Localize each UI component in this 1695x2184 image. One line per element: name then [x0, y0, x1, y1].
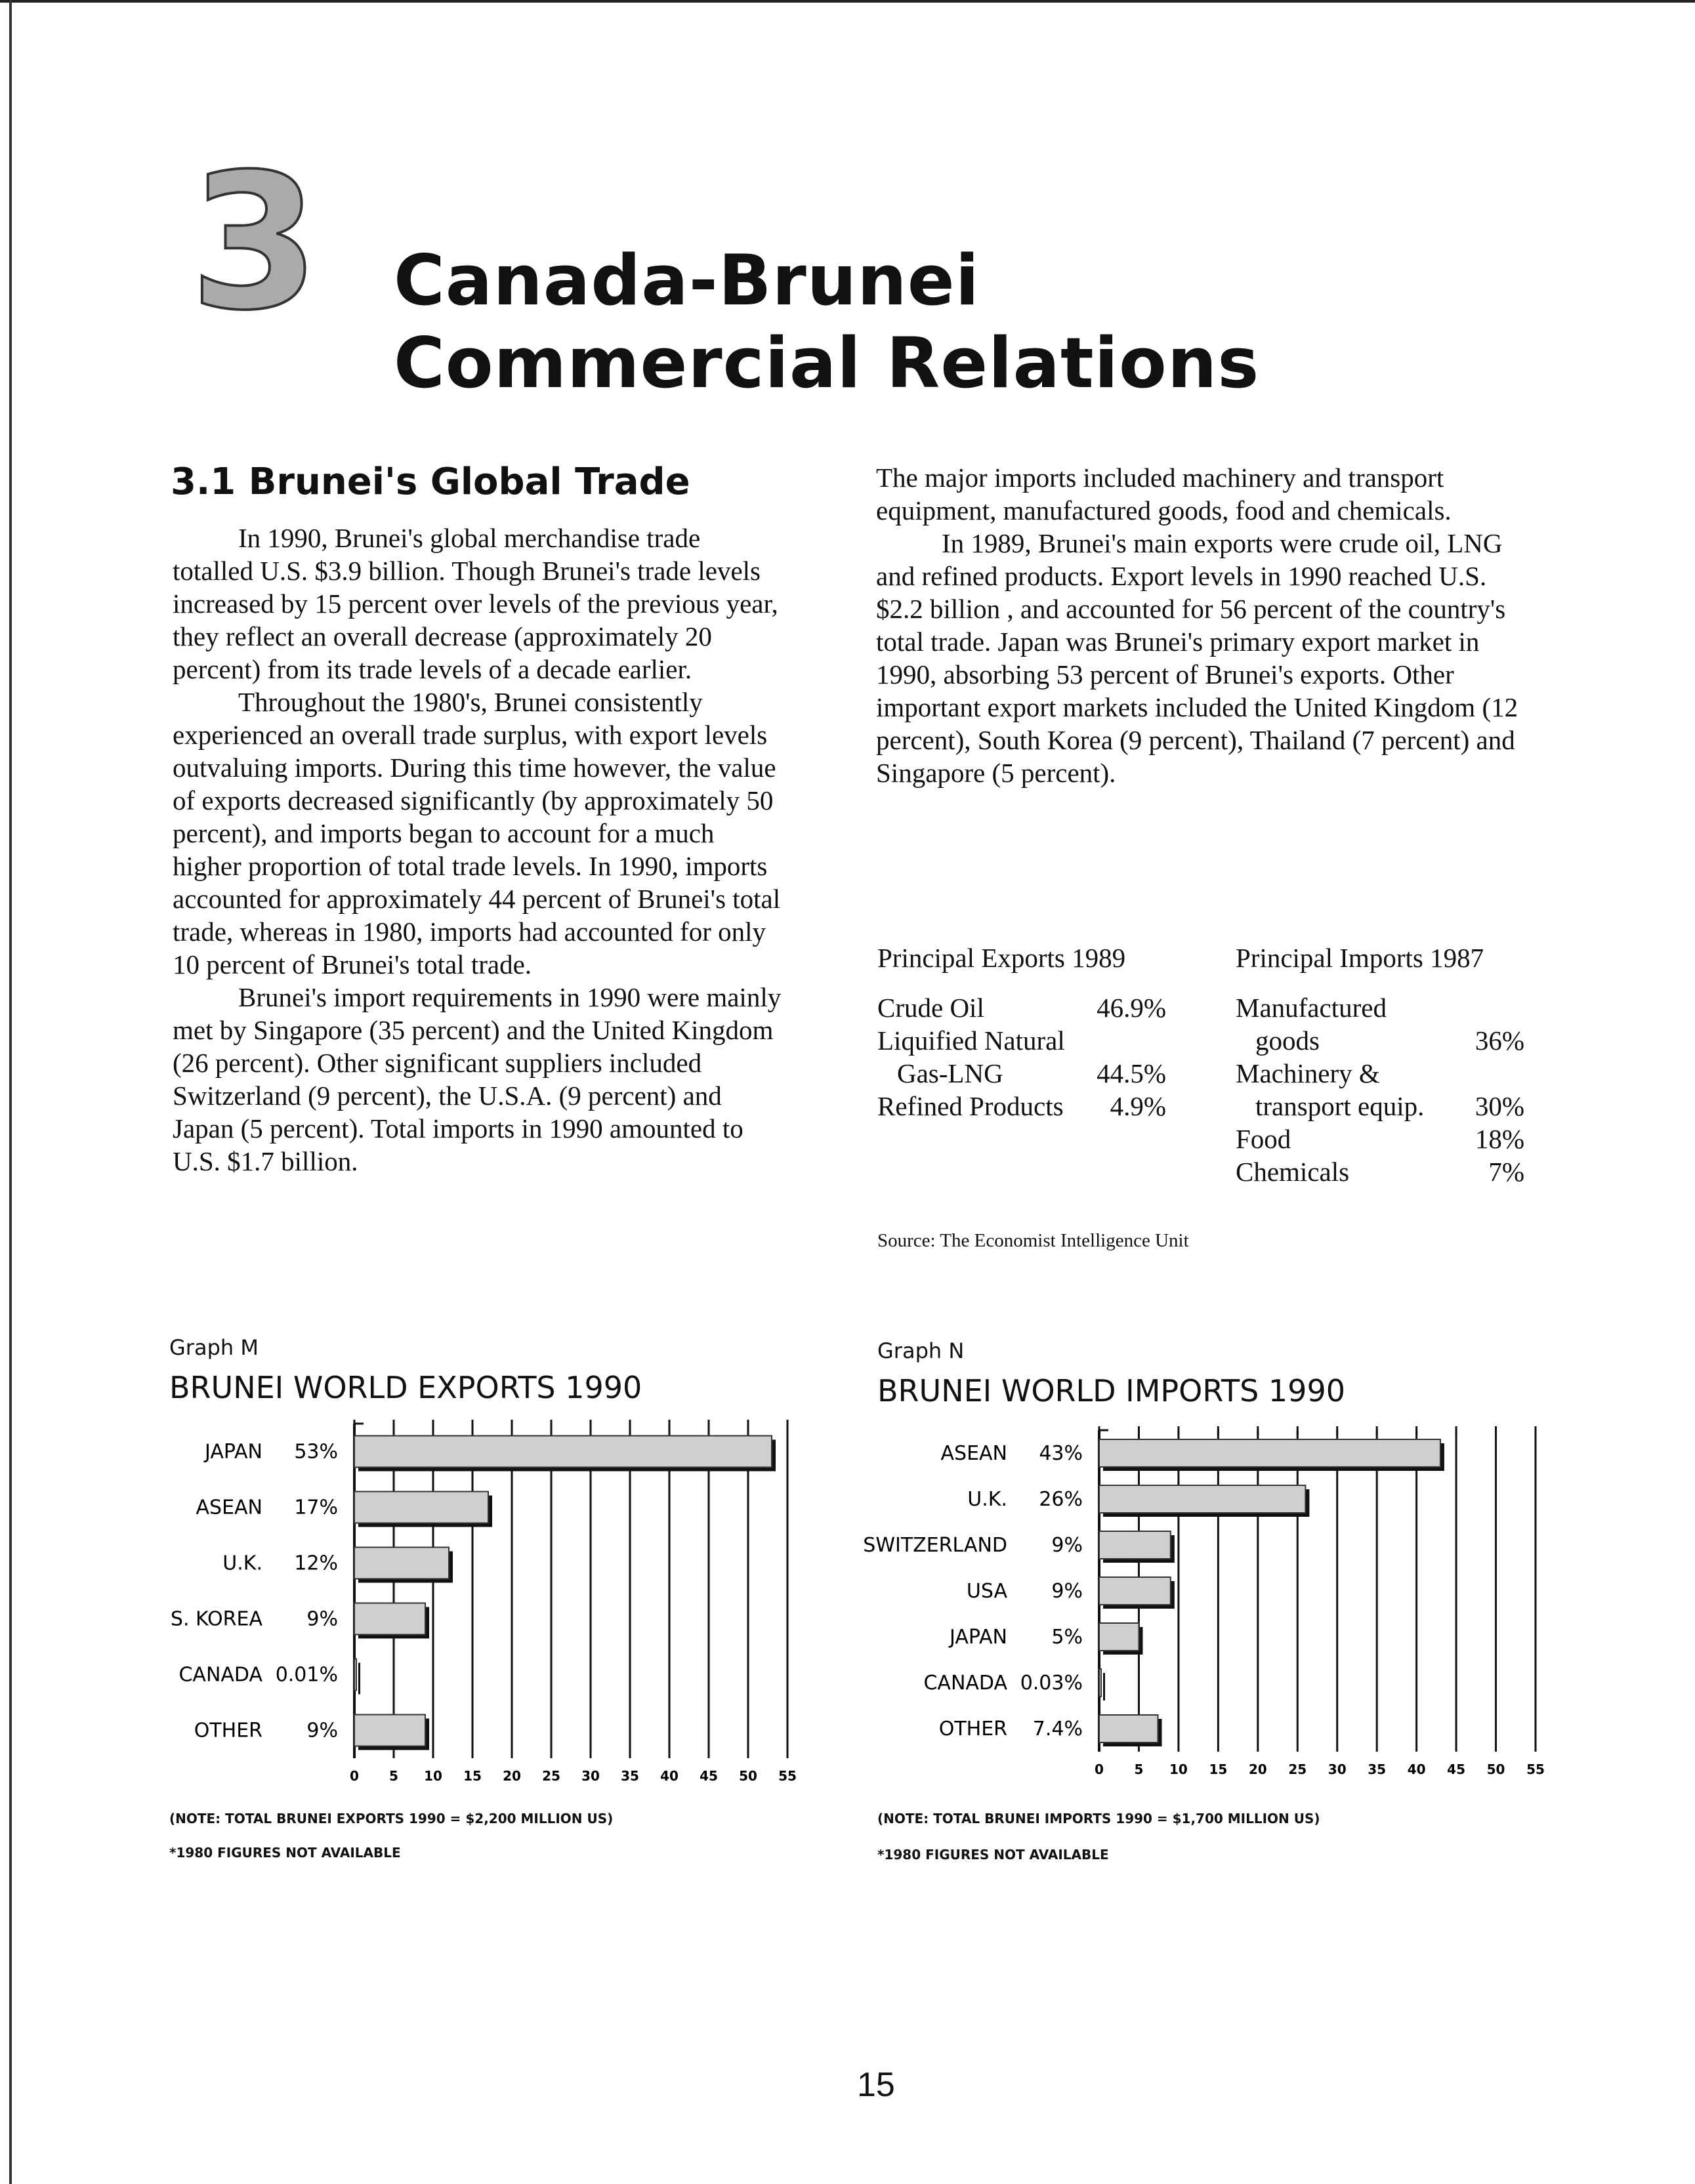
section-title: 3.1 Brunei's Global Trade — [171, 461, 690, 503]
top-rule — [0, 0, 1695, 3]
bar-shadow — [1103, 1673, 1105, 1700]
table-row-label: transport equip. — [1255, 1091, 1425, 1121]
graph-n-caption: Graph N — [877, 1338, 965, 1363]
x-tick-label: 25 — [1288, 1762, 1307, 1777]
bar — [1099, 1669, 1101, 1697]
category-label: ASEAN — [196, 1496, 262, 1519]
graph-n-footnote: *1980 FIGURES NOT AVAILABLE — [877, 1847, 1109, 1863]
imports-table-title: Principal Imports 1987 — [1236, 943, 1484, 973]
category-label: JAPAN — [205, 1440, 262, 1464]
x-tick-label: 15 — [463, 1768, 482, 1784]
x-tick-label: 10 — [1169, 1762, 1188, 1777]
table-row — [877, 991, 1166, 1024]
x-tick-label: 20 — [1248, 1762, 1267, 1777]
value-label: 0.03% — [1020, 1672, 1083, 1695]
table-row-value: 44.5% — [1097, 1058, 1166, 1088]
bar — [354, 1492, 488, 1523]
table-row-value: 7% — [1488, 1157, 1524, 1187]
x-tick-label: 10 — [424, 1768, 442, 1784]
category-label: OTHER — [194, 1719, 262, 1742]
bar — [1099, 1439, 1440, 1467]
imports-bar-chart — [853, 1411, 1568, 1798]
bar-shadow — [358, 1663, 360, 1695]
graph-n-note: (NOTE: TOTAL BRUNEI IMPORTS 1990 = $1,700 MILLION US) — [877, 1811, 1320, 1826]
left-margin-rule — [9, 0, 12, 2184]
x-tick-label: 55 — [1526, 1762, 1545, 1777]
imports-table-rows — [1236, 991, 1524, 1188]
category-label: SWITZERLAND — [863, 1534, 1007, 1557]
x-tick-label: 30 — [581, 1768, 600, 1784]
bar — [354, 1548, 449, 1579]
table-row-label: goods — [1255, 1025, 1320, 1056]
x-tick-label: 0 — [1095, 1762, 1104, 1777]
bar — [354, 1603, 425, 1635]
graph-m-footnote: *1980 FIGURES NOT AVAILABLE — [169, 1845, 401, 1861]
table-row — [1236, 1123, 1524, 1155]
x-tick-label: 50 — [739, 1768, 757, 1784]
graph-n-title: BRUNEI WORLD IMPORTS 1990 — [877, 1373, 1345, 1409]
value-label: 5% — [1051, 1626, 1083, 1649]
table-row — [1236, 1155, 1524, 1188]
value-label: 53% — [294, 1440, 338, 1464]
graph-m-note: (NOTE: TOTAL BRUNEI EXPORTS 1990 = $2,200 MILLION US) — [169, 1811, 614, 1826]
exports-table-title: Principal Exports 1989 — [877, 943, 1126, 973]
x-tick-label: 35 — [1368, 1762, 1387, 1777]
chapter-title-line-2: Commercial Relations — [394, 323, 1260, 403]
table-row-label: Manufactured — [1236, 993, 1387, 1023]
table-row-label: Liquified Natural — [877, 1025, 1065, 1056]
page-number: 15 — [857, 2066, 895, 2104]
paragraph: The major imports included machinery and transport equipment, manufactured goods, food and chemicals. — [876, 463, 1452, 525]
category-label: JAPAN — [950, 1626, 1007, 1649]
paragraph: Throughout the 1980's, Brunei consistently experienced an overall trade surplus, with export levels outvaluing imports. During this time however, the value of exports decreased significantly (by approximately 50 percent), and imports began to account for a much higher proportion of total trade levels. In 1990, imports accounted for approximately 44 percent of Brunei's total trade, whereas in 1980, imports had accounted for only 10 percent of Brunei's total trade. — [173, 687, 781, 979]
value-label: 9% — [306, 1607, 338, 1631]
left-column-text — [173, 522, 783, 1178]
category-label: OTHER — [938, 1718, 1007, 1741]
table-row-label: Crude Oil — [877, 993, 984, 1023]
category-label: ASEAN — [940, 1442, 1007, 1465]
bar — [1099, 1715, 1158, 1742]
category-label: U.K. — [222, 1552, 262, 1575]
table-row — [1236, 1090, 1524, 1123]
category-label: USA — [966, 1580, 1007, 1603]
chapter-number: 3 — [189, 134, 314, 352]
value-label: 26% — [1039, 1488, 1083, 1511]
table-row — [1236, 1057, 1524, 1090]
x-tick-label: 5 — [389, 1768, 398, 1784]
chapter-title-line-1: Canada-Brunei — [394, 240, 980, 321]
x-tick-label: 20 — [503, 1768, 521, 1784]
x-tick-label: 50 — [1486, 1762, 1505, 1777]
table-row — [877, 1057, 1166, 1090]
table-row-label: Food — [1236, 1124, 1291, 1154]
table-row — [1236, 1024, 1524, 1057]
category-label: U.K. — [967, 1488, 1007, 1511]
paragraph: Brunei's import requirements in 1990 were mainly met by Singapore (35 percent) and the United Kingdom (26 percent). Other significant suppliers included Switzerland (9 percent), the U.S.A. (9 percent) and Japan (5 percent). Total imports in 1990 amounted to U.S. $1.7 billion. — [173, 982, 782, 1176]
right-column-text — [876, 461, 1539, 789]
table-row-label: Refined Products — [877, 1091, 1064, 1121]
bar — [354, 1715, 425, 1746]
table-row — [877, 1024, 1166, 1057]
table-row-value: 4.9% — [1110, 1091, 1166, 1121]
exports-table-rows — [877, 991, 1166, 1123]
bar — [354, 1436, 772, 1468]
bar — [354, 1659, 356, 1691]
x-tick-label: 30 — [1328, 1762, 1347, 1777]
x-tick-label: 45 — [700, 1768, 718, 1784]
x-tick-label: 25 — [542, 1768, 560, 1784]
category-label: S. KOREA — [170, 1607, 262, 1631]
value-label: 9% — [306, 1719, 338, 1742]
graph-m-caption: Graph M — [169, 1335, 259, 1360]
bar — [1099, 1577, 1171, 1605]
exports-bar-chart — [131, 1411, 827, 1798]
value-label: 9% — [1051, 1580, 1083, 1603]
value-label: 17% — [294, 1496, 338, 1519]
value-label: 7.4% — [1032, 1718, 1083, 1741]
value-label: 9% — [1051, 1534, 1083, 1557]
x-tick-label: 0 — [350, 1768, 359, 1784]
table-row-label: Chemicals — [1236, 1157, 1350, 1187]
x-tick-label: 55 — [778, 1768, 797, 1784]
bar — [1099, 1531, 1171, 1559]
table-row-value: 36% — [1475, 1025, 1524, 1056]
x-tick-label: 15 — [1209, 1762, 1228, 1777]
table-row — [1236, 991, 1524, 1024]
category-label: CANADA — [178, 1663, 262, 1687]
x-tick-label: 35 — [621, 1768, 639, 1784]
value-label: 12% — [294, 1552, 338, 1575]
paragraph: In 1990, Brunei's global merchandise trade totalled U.S. $3.9 billion. Though Brunei's trade levels increased by 15 percent over levels of the previous year, they reflect an overall decrease (approximately 20 percent) from its trade levels of a decade earlier. — [173, 523, 778, 684]
x-tick-label: 40 — [660, 1768, 679, 1784]
chapter-title — [394, 239, 1259, 405]
table-row-label: Gas-LNG — [897, 1058, 1003, 1088]
graph-m-title: BRUNEI WORLD EXPORTS 1990 — [169, 1370, 642, 1405]
table-row-label: Machinery & — [1236, 1058, 1380, 1088]
source-note: Source: The Economist Intelligence Unit — [877, 1230, 1189, 1251]
bar — [1099, 1485, 1305, 1513]
principal-imports-table — [1236, 941, 1524, 1188]
paragraph: In 1989, Brunei's main exports were crude oil, LNG and refined products. Export levels in 1990 reached U.S. $2.2 billion , and accounted for 56 percent of the country's total trade. Japan was Brunei's primary export market in 1990, absorbing 53 percent of Brunei's exports. Other important export markets included the United Kingdom (12 percent), South Korea (9 percent), Thailand (7 percent) and Singapore (5 percent). — [876, 528, 1518, 788]
x-tick-label: 40 — [1407, 1762, 1426, 1777]
x-tick-label: 5 — [1134, 1762, 1144, 1777]
table-row-value: 46.9% — [1097, 993, 1166, 1023]
x-tick-label: 45 — [1447, 1762, 1466, 1777]
category-label: CANADA — [923, 1672, 1007, 1695]
principal-exports-table — [877, 941, 1166, 1123]
table-row-value: 30% — [1475, 1091, 1524, 1121]
value-label: 0.01% — [275, 1663, 338, 1687]
table-row — [877, 1090, 1166, 1123]
table-row-value: 18% — [1475, 1124, 1524, 1154]
value-label: 43% — [1039, 1442, 1083, 1465]
bar — [1099, 1623, 1139, 1651]
